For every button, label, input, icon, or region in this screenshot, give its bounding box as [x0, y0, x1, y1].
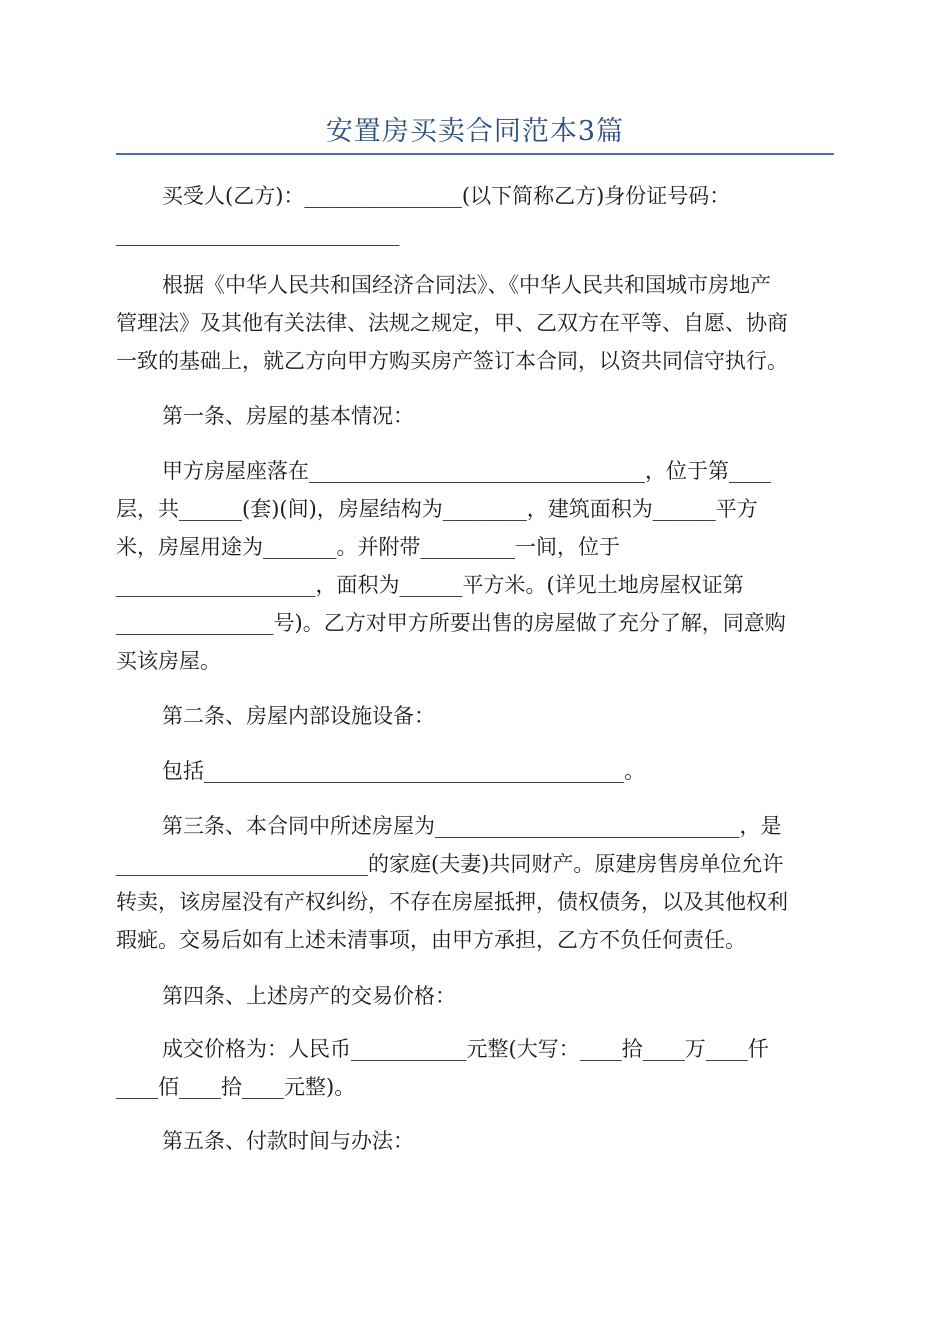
article-5-heading: 第五条、付款时间与办法：: [162, 1129, 414, 1153]
article-3-line-4: 瑕疵。交易后如有上述未清事项，由甲方承担，乙方不负任何责任。: [116, 928, 746, 952]
article-3-line-3: 转卖，该房屋没有产权纠纷，不存在房屋抵押，债权债务，以及其他权利: [116, 890, 788, 914]
document-title: 安置房买卖合同范本3篇: [325, 116, 625, 147]
title-underline: [116, 153, 834, 155]
article-1-line-4: ___________________，面积为______平方米。(详见土地房屋权证第: [116, 573, 744, 597]
article-1-line-3: 米，房屋用途为_______。并附带_________一间，位于: [116, 535, 620, 559]
paragraph-buyer-info: [116, 177, 834, 253]
article-1-body: [116, 452, 834, 680]
article-3-line-2: ________________________的家庭(夫妻)共同财产。原建房售房单位允许: [116, 852, 784, 876]
article-3-body: [116, 807, 834, 959]
article-2-body: 包括________________________________________。: [162, 759, 645, 783]
article-3-line-1: 第三条、本合同中所述房屋为_____________________________，是: [162, 814, 782, 838]
article-4-body: [116, 1030, 834, 1106]
article-1-heading: 第一条、房屋的基本情况：: [162, 404, 414, 428]
article-4-line-2: ____佰____拾____元整)。: [116, 1075, 356, 1099]
article-4-heading: 第四条、上述房产的交易价格：: [162, 984, 456, 1008]
article-1-line-2: 层，共______(套)(间)，房屋结构为________，建筑面积为______平方: [116, 497, 758, 521]
article-1-line-6: 买该房屋。: [116, 649, 221, 673]
buyer-info-line-1: 买受人(乙方)：_______________(以下简称乙方)身份证号码：: [162, 184, 731, 208]
article-4-line-1: 成交价格为：人民币___________元整(大写：____拾____万____仟: [162, 1037, 769, 1061]
article-2-heading: 第二条、房屋内部设施设备：: [162, 704, 435, 728]
legal-basis-line-2: 管理法》及其他有关法律、法规之规定，甲、乙双方在平等、自愿、协商: [116, 311, 788, 335]
article-1-line-5: _______________号)。乙方对甲方所要出售的房屋做了充分了解，同意购: [116, 611, 786, 635]
article-1-line-1: 甲方房屋座落在________________________________，位于第____: [162, 459, 771, 483]
buyer-info-line-2: ___________________________: [116, 222, 400, 246]
paragraph-legal-basis: [116, 266, 834, 380]
legal-basis-line-3: 一致的基础上，就乙方向甲方购买房产签订本合同，以资共同信守执行。: [116, 349, 788, 373]
legal-basis-line-1: 根据《中华人民共和国经济合同法》、《中华人民共和国城市房地产: [162, 273, 771, 297]
